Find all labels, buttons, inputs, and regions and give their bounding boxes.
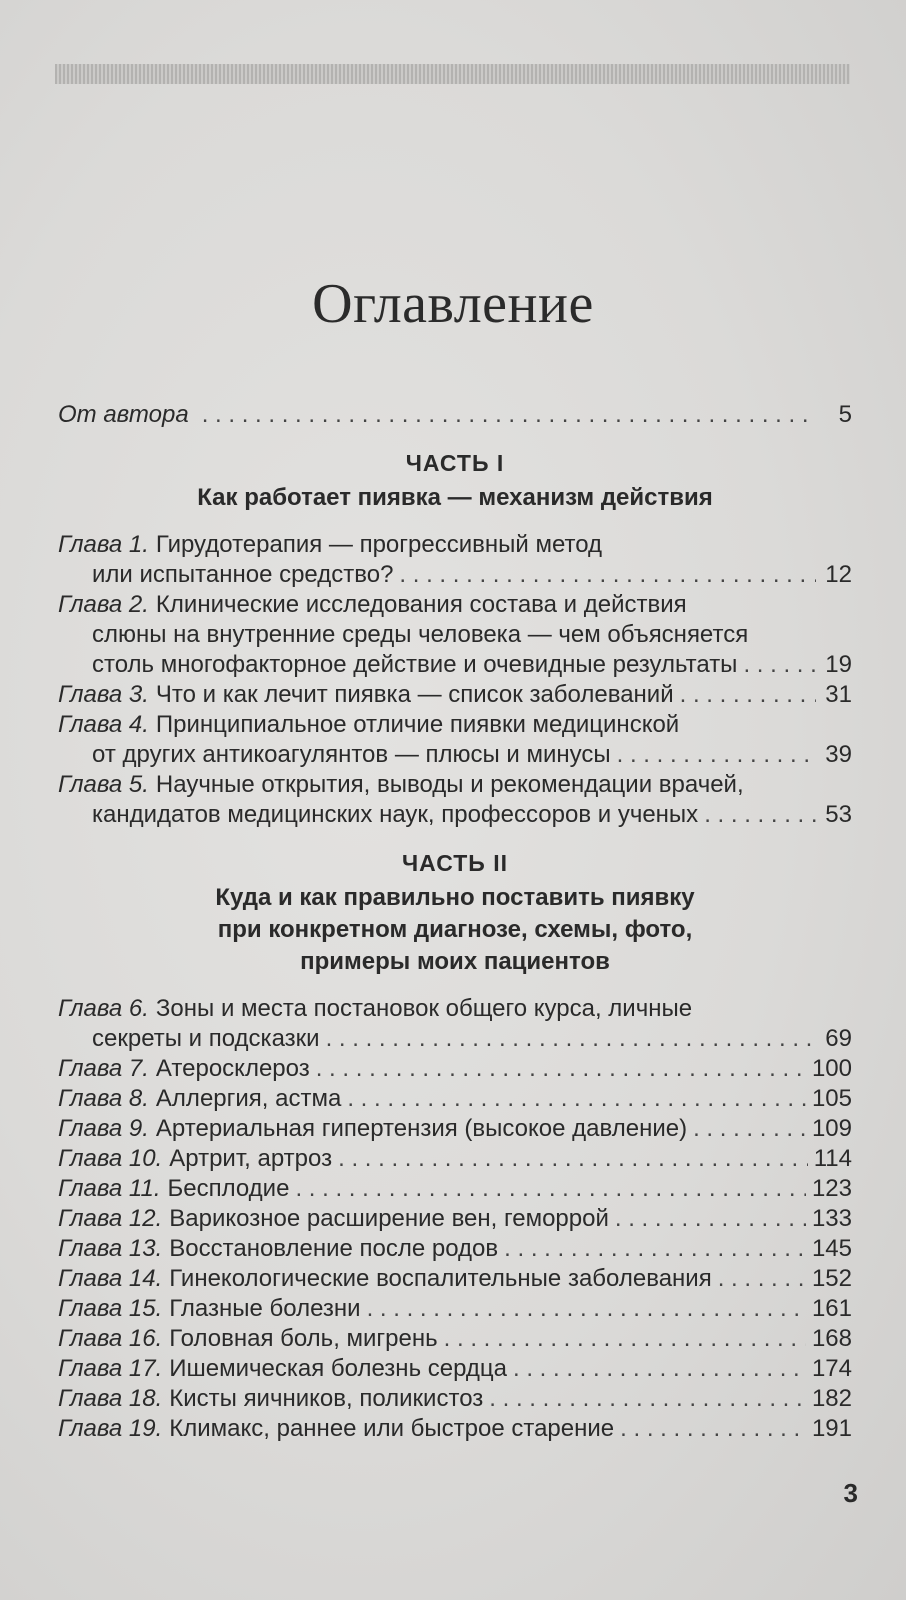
toc-page-number: 161: [811, 1295, 852, 1322]
toc-page-number: 39: [825, 741, 852, 768]
part-label: ЧАСТЬ II: [402, 850, 508, 876]
part-label: ЧАСТЬ I: [405, 450, 505, 476]
toc-line: [58, 740, 852, 770]
toc-chapter-entry[interactable]: [58, 1324, 852, 1354]
chapter-title: Что и как лечит пиявка — список заболеваний: [155, 681, 674, 708]
dot-leader: [347, 1084, 806, 1114]
chapter-title: кандидатов медицинских наук, профессоров и ученых: [92, 801, 699, 828]
toc-line: [58, 1294, 852, 1324]
dot-leader: [399, 560, 816, 590]
toc-page-number: 182: [811, 1385, 852, 1412]
chapter-title: Зоны и места постановок общего курса, личные: [155, 995, 693, 1022]
dot-leader: [615, 1204, 806, 1234]
dot-leader: [680, 680, 816, 710]
chapter-label: Глава 1.: [58, 531, 149, 558]
chapter-title: Артрит, артроз: [169, 1145, 333, 1172]
top-decorative-rule: [55, 64, 850, 84]
toc-page-number: 100: [811, 1055, 852, 1082]
toc-page-number: 145: [811, 1235, 852, 1262]
toc-chapter-entry[interactable]: [58, 710, 852, 770]
chapter-label: Глава 18.: [58, 1385, 163, 1412]
dot-leader: [295, 1174, 806, 1204]
dot-leader: [743, 650, 816, 680]
chapter-title: Гирудотерапия — прогрессивный метод: [155, 531, 603, 558]
part-title-line: Куда и как правильно поставить пиявку: [215, 884, 695, 911]
dot-leader: [367, 1294, 806, 1324]
chapter-title: Ишемическая болезнь сердца: [169, 1355, 507, 1382]
toc-line: [58, 560, 852, 590]
chapter-label: Глава 4.: [58, 711, 149, 738]
chapter-label: Глава 9.: [58, 1115, 149, 1142]
toc-page-number: 168: [811, 1325, 852, 1352]
toc-chapter-entry[interactable]: [58, 1294, 852, 1324]
toc-page-number: 12: [825, 561, 852, 588]
dot-leader: [489, 1384, 806, 1414]
chapter-label: Глава 12.: [58, 1205, 163, 1232]
dot-leader: [316, 1054, 806, 1084]
dot-leader: [693, 1114, 806, 1144]
toc-line: [58, 1264, 852, 1294]
dot-leader: [718, 1264, 806, 1294]
part-title-line: Как работает пиявка — механизм действия: [197, 484, 713, 511]
chapter-title: Головная боль, мигрень: [169, 1325, 438, 1352]
toc-chapter-entry[interactable]: [58, 1204, 852, 1234]
toc-chapter-entry[interactable]: [58, 530, 852, 590]
part-title: [58, 482, 852, 514]
toc-page-number: 174: [811, 1355, 852, 1382]
dot-leader: [202, 400, 816, 430]
chapter-label: Глава 14.: [58, 1265, 163, 1292]
toc-chapter-entry[interactable]: [58, 1234, 852, 1264]
dot-leader: [704, 800, 816, 830]
dot-leader: [617, 740, 816, 770]
part-title-line: примеры моих пациентов: [300, 948, 610, 975]
toc-chapter-entry[interactable]: [58, 1384, 852, 1414]
toc-page-number: 133: [811, 1205, 852, 1232]
chapter-label: Глава 16.: [58, 1325, 163, 1352]
chapter-title: Гинекологические воспалительные заболевания: [169, 1265, 712, 1292]
toc-line: [58, 530, 852, 560]
chapter-title: секреты и подсказки: [92, 1025, 320, 1052]
toc-page-number: 105: [811, 1085, 852, 1112]
toc-line: [58, 1414, 852, 1444]
toc-page-number: 53: [825, 801, 852, 828]
toc-line: [58, 650, 852, 680]
chapter-label: Глава 15.: [58, 1295, 163, 1322]
chapter-label: Глава 11.: [58, 1175, 161, 1202]
dot-leader: [338, 1144, 808, 1174]
chapter-title: Принципиальное отличие пиявки медицинской: [155, 711, 680, 738]
chapter-label: Глава 2.: [58, 591, 149, 618]
page-number: 3: [843, 1478, 858, 1508]
dot-leader: [504, 1234, 806, 1264]
toc-entry-label: От автора: [58, 401, 189, 428]
toc-page-number: 19: [825, 651, 852, 678]
chapter-label: Глава 10.: [58, 1145, 163, 1172]
chapter-label: Глава 3.: [58, 681, 149, 708]
chapter-title: Кисты яичников, поликистоз: [169, 1385, 484, 1412]
toc-line: [58, 680, 852, 710]
toc-line: [58, 1144, 852, 1174]
toc-page-number: 69: [825, 1025, 852, 1052]
toc-line: [58, 1324, 852, 1354]
toc-chapter-entry[interactable]: [58, 1114, 852, 1144]
chapter-title: Атеросклероз: [155, 1055, 310, 1082]
toc-line: [58, 590, 852, 620]
toc-line: [58, 1024, 852, 1054]
chapter-title: Научные открытия, выводы и рекомендации врачей,: [155, 771, 744, 798]
page-title: Оглавление: [312, 273, 594, 335]
toc-line: [58, 1114, 852, 1144]
chapter-label: Глава 17.: [58, 1355, 163, 1382]
toc-page-number: 123: [811, 1175, 852, 1202]
part-title: [58, 882, 852, 978]
toc-line: [58, 1054, 852, 1084]
toc-chapter-entry[interactable]: [58, 1354, 852, 1384]
toc-chapter-entry[interactable]: [58, 1264, 852, 1294]
toc-page-number: 191: [811, 1415, 852, 1442]
toc-chapter-entry[interactable]: [58, 1144, 852, 1174]
chapter-title: от других антикоагулянтов — плюсы и минусы: [92, 741, 611, 768]
chapter-title: или испытанное средство?: [92, 561, 394, 588]
toc-page-number: 114: [813, 1145, 852, 1172]
chapter-title: Аллергия, астма: [155, 1085, 342, 1112]
chapter-title: столь многофакторное действие и очевидные результаты: [92, 651, 738, 678]
toc-chapter-entry[interactable]: [58, 680, 852, 710]
table-of-contents: [58, 400, 852, 1444]
part-title-line: при конкретном диагнозе, схемы, фото,: [217, 916, 693, 943]
chapter-title: Клинические исследования состава и действия: [155, 591, 687, 618]
toc-line: [58, 620, 852, 650]
toc-parts: [58, 448, 852, 1444]
chapter-label: Глава 13.: [58, 1235, 163, 1262]
dot-leader: [444, 1324, 806, 1354]
toc-line: [58, 1234, 852, 1264]
toc-page-number: 109: [811, 1115, 852, 1142]
chapter-label: Глава 8.: [58, 1085, 149, 1112]
toc-line: [58, 1354, 852, 1384]
toc-chapter-entry[interactable]: [58, 994, 852, 1054]
toc-line: [58, 1384, 852, 1414]
toc-line: [58, 1084, 852, 1114]
toc-page-number: 31: [825, 681, 852, 708]
toc-page-number: 5: [838, 401, 852, 428]
dot-leader: [620, 1414, 806, 1444]
toc-entry-author[interactable]: [58, 400, 852, 430]
chapter-label: Глава 19.: [58, 1415, 163, 1442]
chapter-title: Артериальная гипертензия (высокое давление): [155, 1115, 688, 1142]
chapter-title: Восстановление после родов: [169, 1235, 499, 1262]
toc-line: [58, 1204, 852, 1234]
chapter-title: Климакс, раннее или быстрое старение: [169, 1415, 615, 1442]
chapter-label: Глава 6.: [58, 995, 149, 1022]
toc-line: [58, 994, 852, 1024]
chapter-title: слюны на внутренние среды человека — чем объясняется: [92, 621, 749, 648]
chapter-label: Глава 7.: [58, 1055, 149, 1082]
chapter-title: Варикозное расширение вен, геморрой: [169, 1205, 609, 1232]
chapter-label: Глава 5.: [58, 771, 149, 798]
toc-line: [58, 1174, 852, 1204]
chapter-title: Бесплодие: [167, 1175, 290, 1202]
toc-chapter-entry[interactable]: [58, 1174, 852, 1204]
dot-leader: [326, 1024, 816, 1054]
toc-chapter-entry[interactable]: [58, 590, 852, 680]
toc-page-number: 152: [811, 1265, 852, 1292]
toc-line: [58, 710, 852, 740]
toc-chapter-entry[interactable]: [58, 770, 852, 830]
toc-chapter-entry[interactable]: [58, 1084, 852, 1114]
toc-chapter-entry[interactable]: [58, 1054, 852, 1084]
dot-leader: [513, 1354, 806, 1384]
toc-line: [58, 800, 852, 830]
toc-line: [58, 770, 852, 800]
toc-chapter-entry[interactable]: [58, 1414, 852, 1444]
chapter-title: Глазные болезни: [169, 1295, 361, 1322]
